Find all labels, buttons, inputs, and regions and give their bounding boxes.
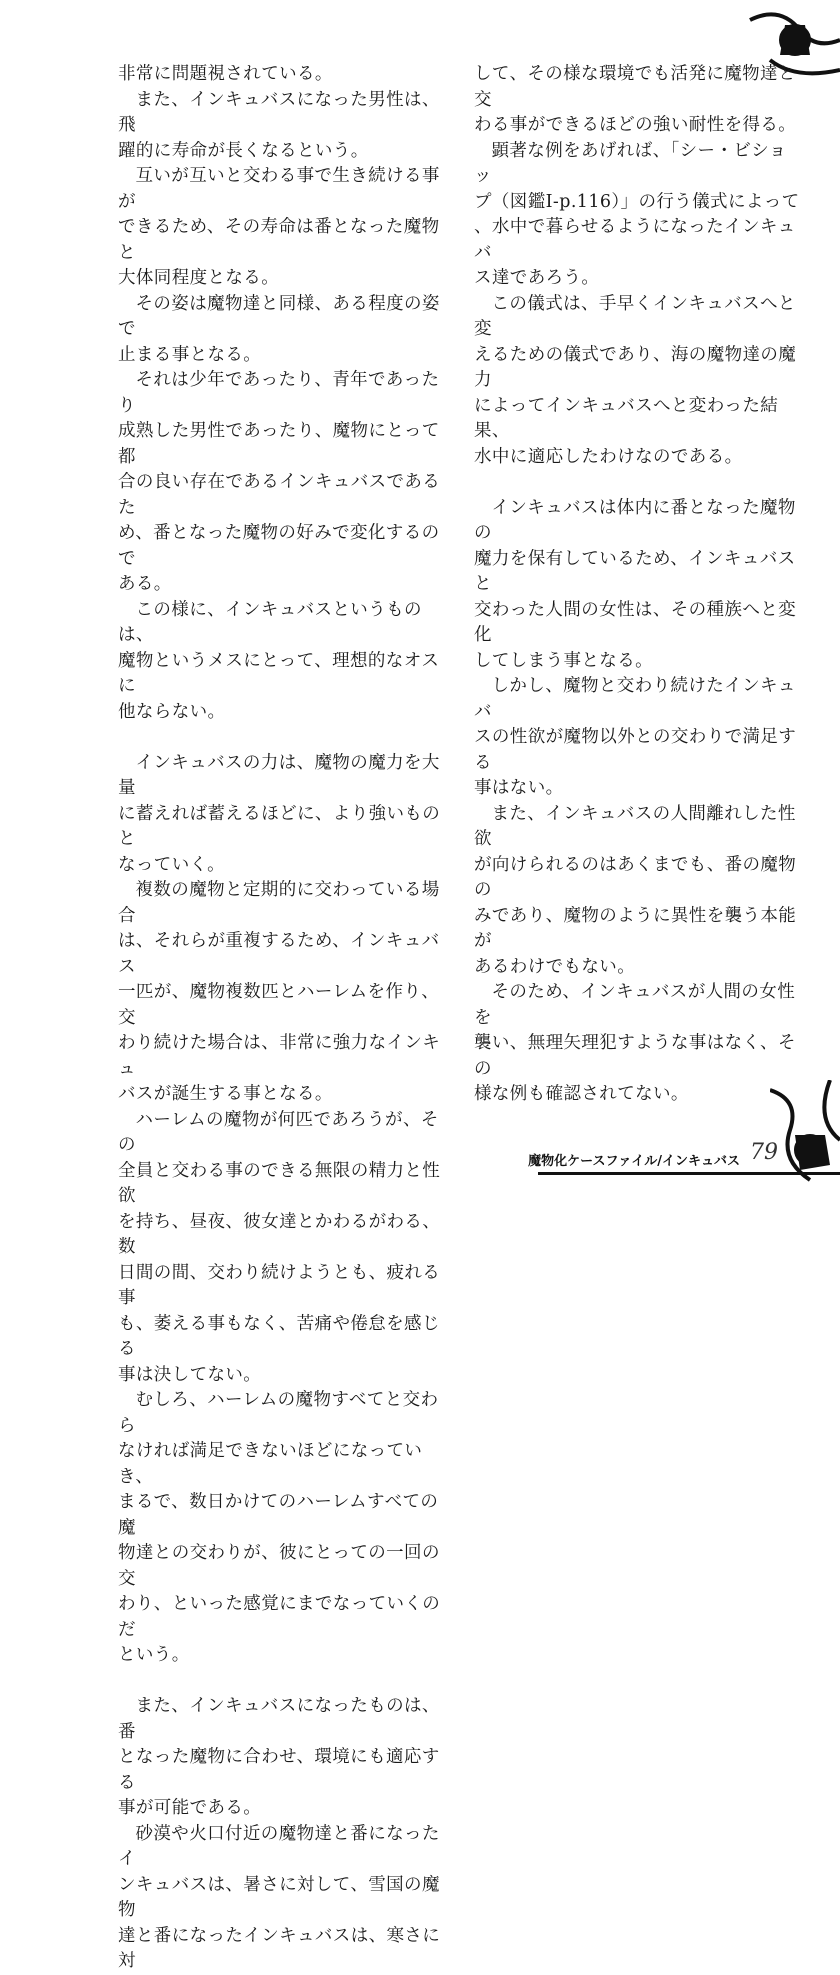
paragraph: しかし、魔物と交わり続けたインキュバ スの性欲が魔物以外との交わりで満足する 事はない。 [474, 676, 797, 798]
paragraph: インキュバスは体内に番となった魔物の 魔力を保有しているため、インキュバスと 交わった人間の女性は、その種族へと変化 してしまう事となる。 [474, 497, 797, 671]
paragraph: 互いが互いと交わる事で生き続ける事が できるため、その寿命は番となった魔物と 大体同程度となる。 [118, 166, 440, 288]
paragraph: そのため、インキュバスが人間の女性を 襲い、無理矢理犯すような事はなく、その 様な例も確認されてない。 [474, 982, 796, 1104]
right-text-column [474, 62, 804, 1108]
left-text-column [118, 62, 448, 1975]
paragraph: 顕著な例をあげれば、「シー・ビショッ プ（図鑑Ⅰ-p.116）」の行う儀式によって 、水中で暮らせるようになったインキュバ ス達であろう。 [474, 140, 800, 288]
paragraph: 非常に問題視されている。 [118, 64, 333, 84]
paragraph: この儀式は、手早くインキュバスへと変 えるための儀式であり、海の魔物達の魔力 によってインキュバスへと変わった結果、 水中に適応したわけなのである。 [474, 293, 797, 467]
paragraph: インキュバスの力は、魔物の魔力を大量 に蓄えれば蓄えるほどに、より強いものと なっていく。 [118, 752, 441, 875]
paragraph: その姿は魔物達と同様、ある程度の姿で 止まる事となる。 [118, 293, 440, 365]
corner-ornament-bottom-icon [770, 1080, 840, 1200]
page-number: 79 [750, 1140, 778, 1165]
paragraph: それは少年であったり、青年であったり 成熟した男性であったり、魔物にとって都 合の良い存在であるインキュバスであるた め、番となった魔物の好みで変化するので ある。 [118, 370, 441, 594]
paragraph: また、インキュバスになった男性は、飛 躍的に寿命が長くなるという。 [118, 89, 440, 161]
paragraph: この様に、インキュバスというものは、 魔物というメスにとって、理想的なオスに 他ならない。 [118, 599, 440, 722]
paragraph: むしろ、ハーレムの魔物すべてと交わら なければ満足できないほどになっていき、 まるで、数日かけてのハーレムすべての魔 物達との交わりが、彼にとっての一回の交 わり、といった感覚にまでなっていくのだ という。 [118, 1390, 441, 1665]
paragraph: 複数の魔物と定期的に交わっている場合 は、それらが重複するため、インキュバス 一匹が、魔物複数匹とハーレムを作り、交 わり続けた場合は、非常に強力なインキュ バスが誕生する事となる。 [118, 880, 441, 1104]
paragraph: して、その様な環境でも活発に魔物達と交 わる事ができるほどの強い耐性を得る。 [474, 64, 797, 135]
paragraph: ハーレムの魔物が何匹であろうが、その 全員と交わる事のできる無限の精力と性欲 を持ち、昼夜、彼女達とかわるがわる、数 日間の間、交わり続けようとも、疲れる事 も、萎える事もなく、苦痛や倦怠を感じる 事は決してない。 [118, 1109, 441, 1385]
footer-section-title: 魔物化ケースファイル/インキュバス [528, 1154, 740, 1169]
paragraph: また、インキュバスの人間離れした性欲 が向けられるのはあくまでも、番の魔物の みであり、魔物のように異性を襲う本能が あるわけでもない。 [474, 803, 797, 977]
paragraph: 砂漠や火口付近の魔物達と番になったイ ンキュバスは、暑さに対して、雪国の魔物 達と番になったインキュバスは、寒さに対 [118, 1823, 441, 1971]
paragraph: また、インキュバスになったものは、番 となった魔物に合わせ、環境にも適応する 事が可能である。 [118, 1696, 440, 1818]
